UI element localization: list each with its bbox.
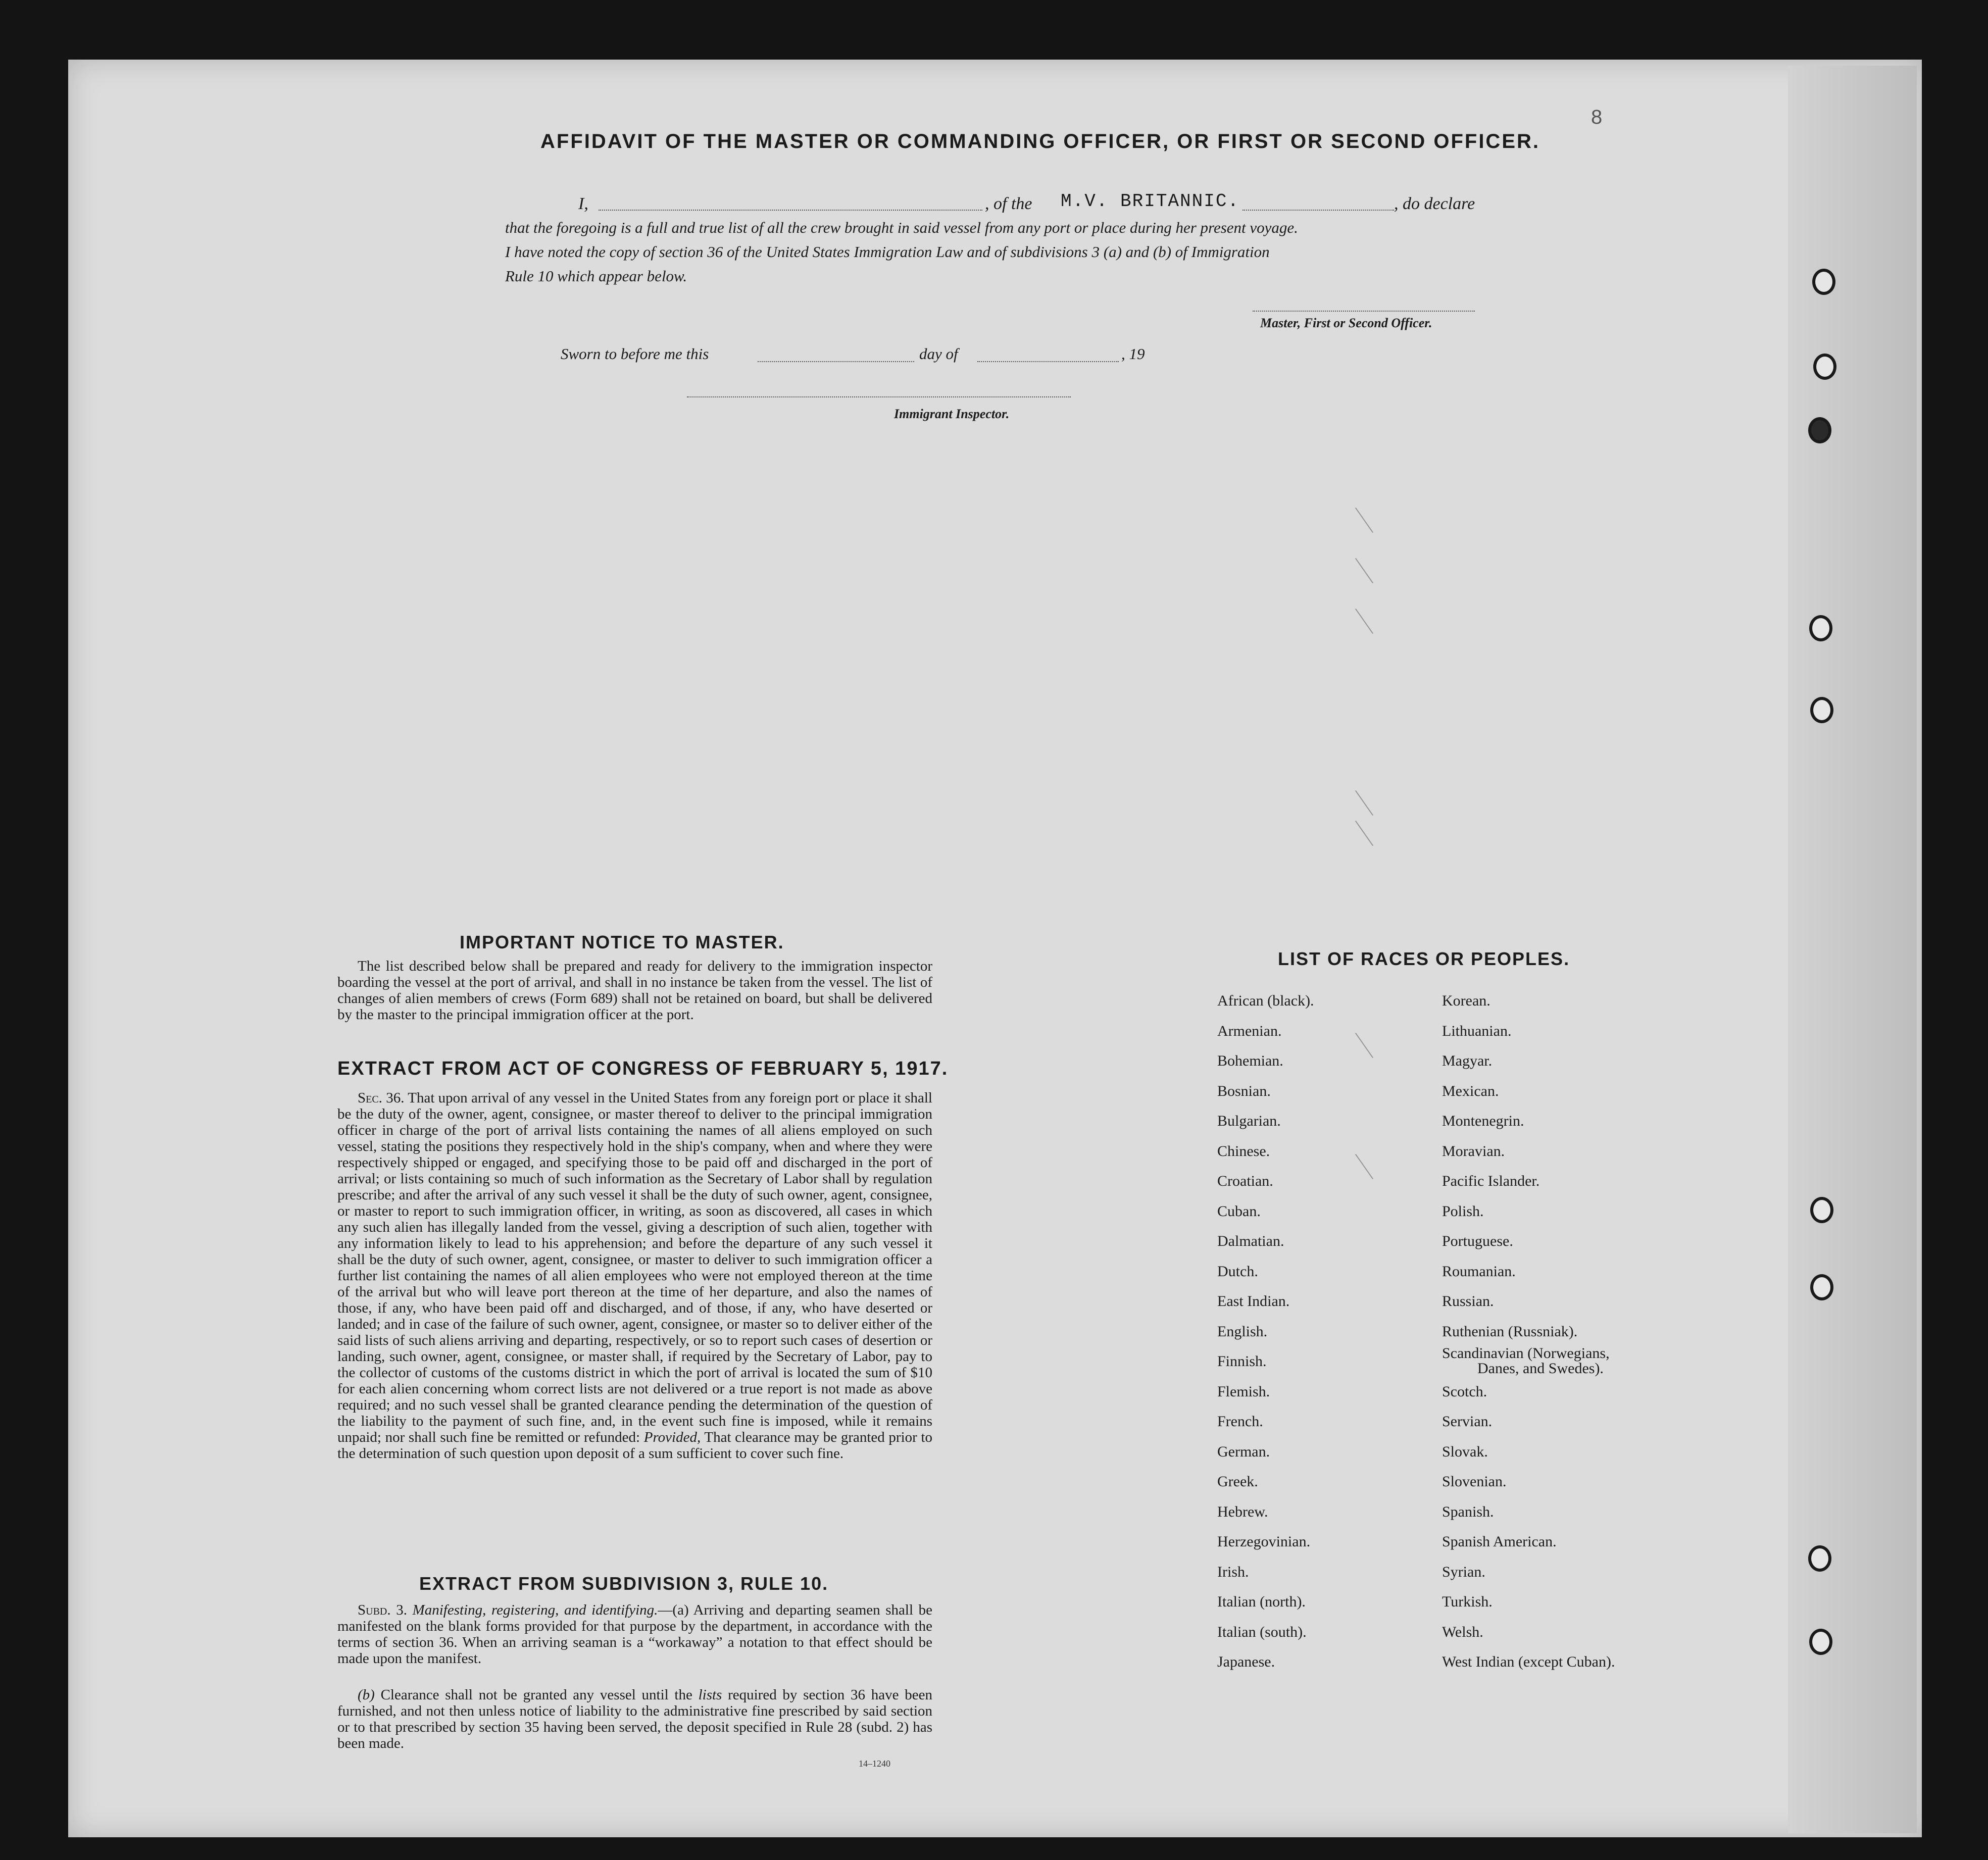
race-item: Slovenian. (1442, 1473, 1507, 1490)
subd-label: Subd. 3. (358, 1602, 407, 1618)
section-text-end: That clearance may be granted prior to the determination of such question upon deposit of a sum sufficient to cover such fine. (337, 1429, 932, 1462)
vessel-blank (1242, 210, 1394, 211)
race-item: Chinese. (1217, 1142, 1270, 1160)
race-item: Finnish. (1217, 1353, 1267, 1370)
affidavit-line1-prefix: I, (578, 194, 588, 213)
race-item: East Indian. (1217, 1293, 1290, 1310)
race-item: Irish. (1217, 1563, 1249, 1580)
subd-para-b-lists: lists (698, 1687, 722, 1703)
race-item: Bosnian. (1217, 1082, 1271, 1099)
race-item: Dalmatian. (1217, 1233, 1284, 1249)
race-item: Herzegovinian. (1217, 1533, 1311, 1550)
punch-hole (1809, 615, 1832, 641)
race-item: Bohemian. (1217, 1052, 1283, 1069)
race-item: Turkish. (1442, 1593, 1493, 1610)
race-item: Magyar. (1442, 1052, 1493, 1069)
race-item: Portuguese. (1442, 1233, 1513, 1249)
race-item: Greek. (1217, 1473, 1258, 1490)
punch-hole (1809, 1629, 1832, 1655)
section-text: That upon arrival of any vessel in the United States from any foreign port or place it shall be the duty of the owner, agent, consignee, or master thereof to deliver to the principal immigration officer in charge of the port of arrival lists containing the names of all aliens employed on such vessel, stating the positions they respectively hold in the ship's company, when and where they were respectively shipped or engaged, and specifying those to be paid off and discharged in the port of arrival; or lists containing so much of such information as the Secretary of Labor shall by regulation prescribe; and after the arrival of any such vessel it shall be the duty of such owner, agent, consignee, or master to report to such immigration officer, in writing, as soon as discovered, all cases in which any such alien has illegally landed from the vessel, giving a description of such alien, together with any information likely to lead to his apprehension; and before the departure of any such vessel it shall be the duty of such owner, agent, consignee, or master to deliver to such immigration officer a further list containing the names of all alien employees who were not employed thereon at the time of the arrival but who will leave port thereon at the time of her departure, and also the names of those, if any, who have been paid off and discharged, and of those, if any, who have deserted or landed; and in case of the failure of such owner, agent, consignee, or master so to deliver either of the said lists of such aliens arriving and departing, respectively, or so to report such cases of desertion or landing, such owner, agent, consignee, or master shall, if required by the Secretary of Labor, pay to the collector of customs of the customs district in which the port of arrival is located the sum of $10 for each alien concerning whom correct lists are not delivered or a true report is not made as above required; and no such vessel shall be granted clearance pending the determination of the question of the liability to the payment of such fine, and, in the event such fine is imposed, while it remains unpaid; nor shall such fine be remitted or refunded: (337, 1090, 932, 1445)
race-item: Servian. (1442, 1413, 1493, 1430)
race-item: Flemish. (1217, 1383, 1270, 1400)
race-item: Italian (north). (1217, 1593, 1306, 1610)
form-number: 14–1240 (859, 1758, 890, 1769)
subd-para-b-2: required by section 36 have been furnished, and not then unless notice of liability to the administrative fine prescribed by said section or to that prescribed by section 35 having been served, the deposit specified in Rule 28 (subd. 2) has been made. (337, 1687, 932, 1751)
race-item: Scandinavian (Norwegians, Danes, and Swedes). (1442, 1345, 1610, 1377)
affidavit-line1-ofthe: , of the (985, 194, 1032, 213)
race-item: Ruthenian (Russniak). (1442, 1323, 1578, 1340)
race-item: Syrian. (1442, 1563, 1485, 1580)
inspector-signature-line (687, 396, 1071, 397)
vessel-name: M.V. BRITANNIC. (1061, 191, 1240, 212)
race-item: Lithuanian. (1442, 1022, 1512, 1039)
master-signature-line (1253, 311, 1475, 312)
race-item: Italian (south). (1217, 1623, 1307, 1640)
master-caption: Master, First or Second Officer. (1260, 316, 1432, 330)
subd-para-b-1: Clearance shall not be granted any vessel until the (380, 1687, 692, 1703)
sworn-prefix: Sworn to before me this (561, 345, 709, 363)
race-item: African (black). (1217, 992, 1314, 1009)
punch-hole (1808, 417, 1831, 443)
race-item: Scotch. (1442, 1383, 1487, 1400)
race-item: Hebrew. (1217, 1503, 1268, 1520)
race-item: English. (1217, 1323, 1268, 1340)
race-item: Bulgarian. (1217, 1113, 1281, 1129)
race-item: Japanese. (1217, 1653, 1275, 1670)
race-item: Moravian. (1442, 1142, 1505, 1160)
race-item: Montenegrin. (1442, 1113, 1524, 1129)
race-item: Welsh. (1442, 1623, 1483, 1640)
page-edge (1788, 66, 1917, 1833)
race-item: Polish. (1442, 1202, 1484, 1220)
document-page (68, 60, 1922, 1837)
punch-hole (1810, 1197, 1833, 1223)
punch-hole (1808, 1545, 1831, 1572)
race-item: Korean. (1442, 992, 1490, 1009)
affidavit-line2: that the foregoing is a full and true list of all the crew brought in said vessel from any port or place during her present voyage. (505, 219, 1298, 236)
sworn-date-blank (758, 361, 914, 362)
punch-hole (1812, 269, 1835, 295)
inspector-caption: Immigrant Inspector. (894, 407, 1010, 421)
extract-act-title: EXTRACT FROM ACT OF CONGRESS OF FEBRUARY 5, 1917. (337, 1058, 949, 1079)
pencil-mark: 8 (1591, 106, 1603, 128)
punch-hole (1810, 1274, 1833, 1300)
sworn-month-blank (977, 361, 1119, 362)
affidavit-line4: Rule 10 which appear below. (505, 267, 687, 285)
race-item: German. (1217, 1443, 1270, 1460)
sworn-day: day of (919, 345, 958, 363)
race-item: Slovak. (1442, 1443, 1488, 1460)
race-item: Croatian. (1217, 1173, 1273, 1189)
race-item: Spanish American. (1442, 1533, 1557, 1550)
race-item: Cuban. (1217, 1202, 1261, 1220)
race-item: Dutch. (1217, 1263, 1258, 1280)
provided-word: Provided, (643, 1429, 701, 1445)
race-item: Spanish. (1442, 1503, 1494, 1520)
punch-hole (1810, 697, 1833, 723)
race-item: Mexican. (1442, 1082, 1499, 1099)
race-item: Pacific Islander. (1442, 1173, 1540, 1189)
section-label: Sec. 36. (358, 1090, 405, 1106)
race-item: West Indian (except Cuban). (1442, 1653, 1615, 1670)
affidavit-title: AFFIDAVIT OF THE MASTER OR COMMANDING OFFICER, OR FIRST OR SECOND OFFICER. (540, 130, 1540, 153)
affidavit-line1-suffix: , do declare (1394, 194, 1475, 213)
subd-para-a: —(a) Arriving and departing seamen shall be manifested on the blank forms provided for that purpose by the department, in accordance with the terms of section 36. When an arriving seaman is a “workaway” a notation to that effect should be made upon the manifest. (337, 1602, 932, 1667)
notice-body: The list described below shall be prepared and ready for delivery to the immigration inspector boarding the vessel at the port of arrival, and shall in no instance be taken from the vessel. The list of changes of alien members of crews (Form 689) shall not be retained on board, but shall be delivered by the master to the principal immigration officer at the port. (337, 958, 932, 1023)
extract-rule-para-b (337, 1687, 932, 1751)
subd-b-label: (b) (358, 1687, 375, 1703)
punch-hole (1813, 354, 1836, 380)
race-item: Roumanian. (1442, 1263, 1516, 1280)
extract-rule-title: EXTRACT FROM SUBDIVISION 3, RULE 10. (419, 1573, 829, 1594)
affidavit-line3: I have noted the copy of section 36 of the United States Immigration Law and of subdivisions 3 (a) and (b) of Immigration (505, 243, 1270, 261)
race-item: French. (1217, 1413, 1263, 1430)
race-item: Russian. (1442, 1293, 1494, 1310)
subd-title: Manifesting, registering, and identifying. (412, 1602, 658, 1618)
notice-title: IMPORTANT NOTICE TO MASTER. (460, 932, 784, 952)
extract-rule-para-a (337, 1602, 932, 1667)
races-title: LIST OF RACES OR PEOPLES. (1278, 948, 1570, 969)
extract-act-body (337, 1090, 932, 1462)
race-item: Armenian. (1217, 1022, 1282, 1039)
sworn-year: , 19 (1121, 345, 1145, 363)
name-blank (599, 210, 982, 211)
